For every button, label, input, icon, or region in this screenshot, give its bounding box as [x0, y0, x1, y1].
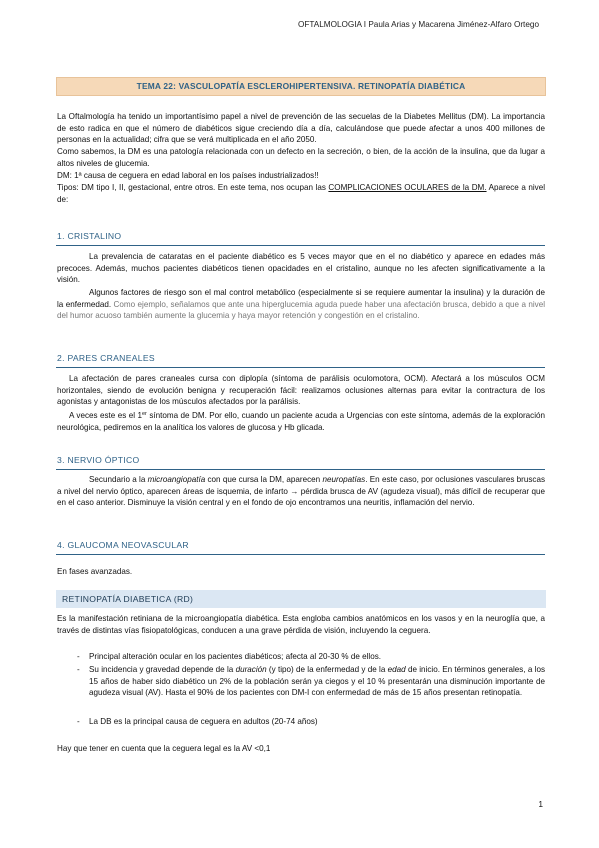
intro-p4-underlined: COMPLICACIONES OCULARES de la DM. [328, 183, 487, 192]
glaucoma-paragraph: En fases avanzadas. [57, 567, 133, 576]
running-header: OFTALMOLOGIA I Paula Arias y Macarena Jiménez-Alfaro Ortego [297, 20, 539, 29]
rd-paragraph-1: Es la manifestación retiniana de la microangiopatía diabética. Esta engloba cambios anatómicos en los vasos y en la neuroglía que, a través de distintas vías fisiopatológicas, conducen a una grave pérdida de visión, incluyendo la ceguera. [57, 614, 545, 635]
rd-bullet-1: Principal alteración ocular en los pacientes diabéticos; afecta al 20-30 % de ellos. [89, 652, 381, 661]
pares-p2-superscript: er [141, 411, 147, 417]
rd-bullet-2 [89, 664, 545, 699]
title-banner [56, 77, 546, 96]
intro-p4-text-a: Tipos: DM tipo I, II, gestacional, entre otros. En este tema, nos ocupan las [57, 183, 329, 192]
nervio-p1-text-c: . En este caso, por oclusiones vasculares bruscas a nivel del nervio óptico, aparecen áreas de isquemia, de infarto → pérdida brusca de AV (agudeza visual), más difícil de recuperar que en el caso anterior. Disminuye la visión central y en el fondo de ojo encontramos una neuritis, inflamación del nervio. [57, 475, 545, 508]
rd-b2-italic-1: duración [235, 665, 267, 674]
pares-p2-text-b: síntoma de DM. Por ello, cuando un paciente acuda a Urgencias con este síntoma, además de la exploración neurológica, pediremos en la analítica los valores de glucosa y Hb glicada. [57, 411, 545, 432]
section-divider [56, 469, 545, 470]
nervio-p1-italic-1: microangiopatía [147, 475, 206, 484]
rd-b2-text-c: de inicio. En términos generales, a los 15 años de haber sido diabético un 2% de la población serán ya ciegos y el 10 % presentarán una disminución importante de agudeza visual (AV). Hasta el 90% de los pacientes con DM-I con enfermedad de más de 15 años presentan retinopatía. [89, 665, 545, 698]
rd-heading-banner [56, 590, 546, 608]
pares-p2-text-a: A veces este es el 1 [69, 411, 142, 420]
intro-p4-text-b: Aparece a nivel de: [57, 183, 546, 204]
section-heading-pares-craneales: 2. PARES CRANEALES [57, 353, 155, 363]
cristalino-p2-text: Algunos factores de riesgo son el mal control metabólico (especialmente si se requiere aumentar la insulina) y la duración de la enfermedad. [57, 288, 545, 309]
rd-b2-italic-2: edad [387, 665, 406, 674]
rd-b2-text-a: Su incidencia y gravedad depende de la [89, 665, 236, 674]
rd-bullet-3: La DB es la principal causa de ceguera en adultos (20-74 años) [89, 717, 318, 726]
list-bullet: - [77, 665, 80, 674]
cristalino-paragraph-2 [57, 287, 545, 322]
page-title: TEMA 22: VASCULOPATÍA ESCLEROHIPERTENSIVA. RETINOPATÍA DIABÉTICA [136, 81, 466, 91]
section-divider [56, 554, 545, 555]
intro-paragraph-3: DM: 1ª causa de ceguera en edad laboral en los países industrializados!! [57, 171, 319, 180]
rd-b2-text-b: (y tipo) de la enfermedad y de la [266, 665, 388, 674]
page-number: 1 [538, 799, 543, 809]
nervio-p1-italic-2: neuropatías [322, 475, 366, 484]
section-divider [56, 245, 545, 246]
list-bullet: - [77, 652, 80, 661]
section-heading-cristalino: 1. CRISTALINO [57, 231, 122, 241]
pares-paragraph-2 [57, 409, 545, 433]
list-bullet: - [77, 717, 80, 726]
intro-paragraph-4 [57, 182, 545, 205]
section-divider [56, 367, 545, 368]
cristalino-paragraph-1: La prevalencia de cataratas en el paciente diabético es 5 veces mayor que en el no diabético y aparece en edades más precoces. Además, muchos pacientes diabéticos tienen opacidades en el cristalino, aunque no les afecten significativamente a la visión. [57, 252, 545, 285]
intro-paragraph-1: La Oftalmología ha tenido un importantísimo papel a nivel de prevención de las secuelas de la Diabetes Mellitus (DM). La importancia de esto radica en que el número de diabéticos sigue creciendo día a día, calculándose que puede afectar a unos 400 millones de personas en la actualidad; cifra que se verá multiplicada en el año 2050. [57, 112, 545, 145]
nervio-paragraph-1 [57, 474, 545, 509]
cristalino-p2-gray-text: Como ejemplo, señalamos que ante una hiperglucemia aguda puede haber una afectación brusca, debido a que a nivel del humor acuoso también aumente la glucemia y haya mayor retención y congestión en el cristalino. [57, 299, 545, 321]
nervio-p1-text-b: con que cursa la DM, aparecen [205, 475, 323, 484]
nervio-p1-text-a: Secundario a la [89, 475, 148, 484]
pares-paragraph-1: La afectación de pares craneales cursa con diplopía (síntoma de parálisis oculomotora, OCM). Afectará a los músculos OCM horizontales, siendo de evolución benigna y recuperación fácil: realizamos oclusiones alternas para evitar la contractura de los agonistas y antagonistas de los músculos afectados por la parálisis. [57, 374, 545, 407]
rd-heading: RETINOPATÍA DIABETICA (RD) [62, 594, 194, 604]
intro-paragraph-2: Como sabemos, la DM es una patología relacionada con un defecto en la secreción, o bien, de la acción de la insulina, que da lugar a altos niveles de glucemia. [57, 147, 545, 168]
section-heading-glaucoma: 4. GLAUCOMA NEOVASCULAR [57, 540, 189, 550]
section-heading-nervio-optico: 3. NERVIO ÓPTICO [57, 455, 140, 465]
rd-paragraph-2: Hay que tener en cuenta que la ceguera legal es la AV <0,1 [57, 744, 271, 753]
